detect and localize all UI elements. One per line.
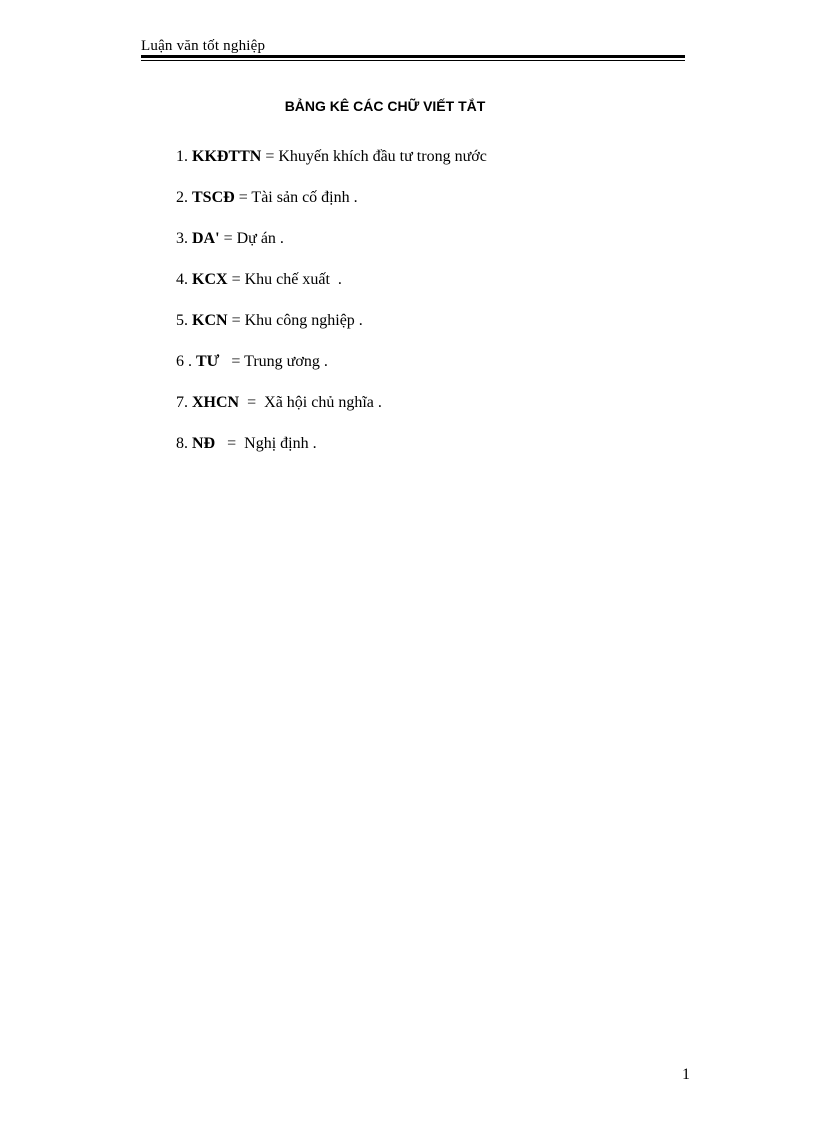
abbreviation: KCX bbox=[192, 271, 228, 288]
page-number: 1 bbox=[682, 1066, 690, 1083]
separator: = bbox=[234, 189, 252, 206]
running-header: Luận văn tốt nghiệp bbox=[141, 38, 266, 54]
abbreviation: DA' bbox=[192, 230, 220, 247]
page-title: BẢNG KÊ CÁC CHỮ VIẾT TẮT bbox=[284, 98, 486, 114]
header-rule-thick bbox=[141, 55, 685, 58]
list-item bbox=[176, 351, 487, 392]
list-item bbox=[176, 310, 487, 351]
item-number: 6 . bbox=[176, 353, 196, 370]
item-number: 8. bbox=[176, 435, 192, 452]
abbreviation: TSCĐ bbox=[192, 189, 235, 206]
abbreviation: NĐ bbox=[192, 435, 216, 452]
header-rule-thin bbox=[141, 60, 685, 61]
separator: = bbox=[219, 230, 237, 247]
list-item bbox=[176, 269, 487, 310]
meaning: Khu chế xuất . bbox=[244, 271, 342, 288]
abbreviation: XHCN bbox=[192, 394, 240, 411]
abbreviation-list bbox=[176, 146, 487, 474]
item-number: 1. bbox=[176, 148, 192, 165]
list-item bbox=[176, 187, 487, 228]
separator: = bbox=[239, 394, 265, 411]
list-item bbox=[176, 433, 487, 474]
item-number: 5. bbox=[176, 312, 192, 329]
meaning: Nghị định . bbox=[244, 435, 317, 452]
list-item bbox=[176, 146, 487, 187]
item-number: 4. bbox=[176, 271, 192, 288]
meaning: Khu công nghiệp . bbox=[244, 312, 363, 329]
meaning: Xã hội chủ nghĩa . bbox=[264, 394, 382, 411]
meaning: Tài sản cố định . bbox=[251, 189, 358, 206]
meaning: Dự án . bbox=[236, 230, 284, 247]
item-number: 7. bbox=[176, 394, 192, 411]
list-item bbox=[176, 392, 487, 433]
meaning: Khuyến khích đầu tư trong nước bbox=[278, 148, 487, 165]
separator: = bbox=[227, 312, 245, 329]
meaning: Trung ương . bbox=[244, 353, 328, 370]
item-number: 2. bbox=[176, 189, 192, 206]
item-number: 3. bbox=[176, 230, 192, 247]
separator: = bbox=[215, 435, 245, 452]
separator: = bbox=[219, 353, 245, 370]
abbreviation: TƯ bbox=[196, 353, 220, 370]
abbreviation: KKĐTTN bbox=[192, 148, 262, 165]
separator: = bbox=[261, 148, 279, 165]
list-item bbox=[176, 228, 487, 269]
separator: = bbox=[227, 271, 245, 288]
abbreviation: KCN bbox=[192, 312, 228, 329]
